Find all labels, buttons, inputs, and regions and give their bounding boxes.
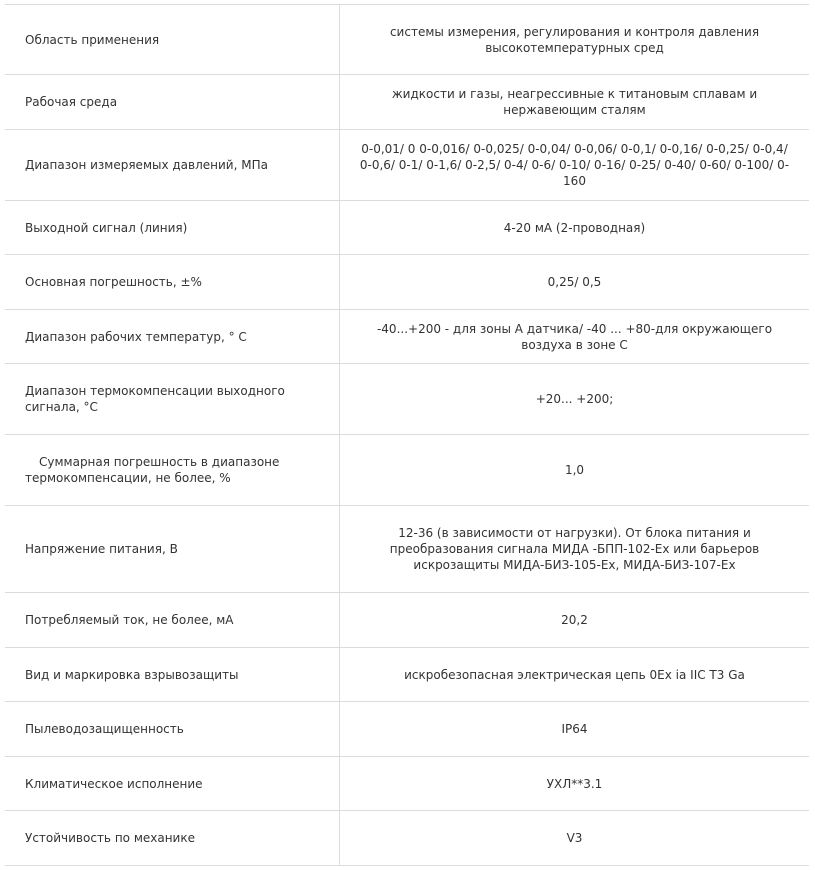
value-cell: системы измерения, регулирования и контроля давления высокотемпературных сред — [340, 5, 810, 75]
table-row — [5, 364, 809, 435]
table-row — [5, 435, 809, 506]
value-cell: -40...+200 - для зоны А датчика/ -40 ... +80-для окружающего воздуха в зоне С — [340, 310, 810, 364]
value-cell: 0-0,01/ 0 0-0,016/ 0-0,025/ 0-0,04/ 0-0,06/ 0-0,1/ 0-0,16/ 0-0,25/ 0-0,4/ 0-0,6/ 0-1/ 0-1,6/ 0-2,5/ 0-4/ 0-6/ 0-10/ 0-16/ 0-25/ 0-40/ 0-60/ 0-100/ 0-160 — [340, 130, 810, 201]
value-cell: 1,0 — [340, 435, 810, 506]
table-row — [5, 255, 809, 310]
table-row — [5, 201, 809, 255]
param-cell: Устойчивость по механике — [5, 811, 340, 866]
param-cell: Диапазон измеряемых давлений, МПа — [5, 130, 340, 201]
param-cell: Диапазон рабочих температур, ° С — [5, 310, 340, 364]
value-cell: 12-36 (в зависимости от нагрузки). От блока питания и преобразования сигнала МИДА -БПП-102-Ех или барьеров искрозащиты МИДА-БИЗ-105-Ех, МИДА-БИЗ-107-Ех — [340, 506, 810, 593]
value-cell: IP64 — [340, 702, 810, 757]
table-row — [5, 757, 809, 811]
table-row — [5, 811, 809, 866]
value-cell: 4-20 мА (2-проводная) — [340, 201, 810, 255]
specifications-table — [5, 4, 809, 866]
param-cell: Пылеводозащищенность — [5, 702, 340, 757]
param-cell: Область применения — [5, 5, 340, 75]
param-cell: Напряжение питания, В — [5, 506, 340, 593]
param-cell: Вид и маркировка взрывозащиты — [5, 648, 340, 702]
value-cell: искробезопасная электрическая цепь 0Ex ia IIC T3 Ga — [340, 648, 810, 702]
table-row — [5, 75, 809, 130]
param-cell: Основная погрешность, ±% — [5, 255, 340, 310]
param-cell: Рабочая среда — [5, 75, 340, 130]
table-row — [5, 130, 809, 201]
param-cell: Диапазон термокомпенсации выходного сигнала, °С — [5, 364, 340, 435]
value-cell: 20,2 — [340, 593, 810, 648]
table-row — [5, 702, 809, 757]
param-text: Суммарная погрешность в диапазоне термокомпенсации, не более, % — [25, 455, 280, 485]
value-cell: V3 — [340, 811, 810, 866]
table-row — [5, 5, 809, 75]
table-row — [5, 310, 809, 364]
value-cell: жидкости и газы, неагрессивные к титановым сплавам и нержавеющим сталям — [340, 75, 810, 130]
param-cell: Климатическое исполнение — [5, 757, 340, 811]
table-row — [5, 593, 809, 648]
param-cell — [5, 435, 340, 506]
param-cell: Потребляемый ток, не более, мА — [5, 593, 340, 648]
table-row — [5, 648, 809, 702]
value-cell: 0,25/ 0,5 — [340, 255, 810, 310]
table-row — [5, 506, 809, 593]
value-cell: +20... +200; — [340, 364, 810, 435]
value-cell: УХЛ**3.1 — [340, 757, 810, 811]
param-cell: Выходной сигнал (линия) — [5, 201, 340, 255]
